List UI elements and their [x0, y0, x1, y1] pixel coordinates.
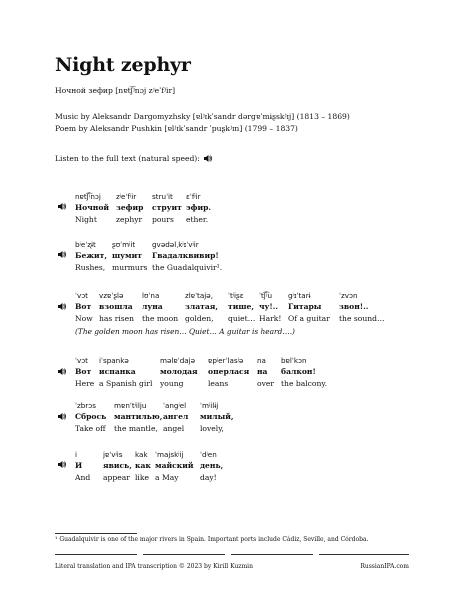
- footer-rule: [143, 554, 225, 555]
- word-cell: [99, 356, 152, 388]
- listen-label: Listen to the full text (natural speed):: [55, 154, 200, 163]
- russian-word: милый,: [200, 412, 234, 421]
- page-title: Night zephyr: [55, 54, 191, 76]
- english-gloss: a May: [155, 473, 179, 482]
- english-gloss: the moon: [142, 314, 179, 323]
- ipa-text: lʊˈna: [142, 291, 160, 300]
- speaker-icon[interactable]: [58, 368, 66, 375]
- speaker-icon[interactable]: [204, 155, 212, 162]
- word-cell: [142, 291, 178, 323]
- footer-copyright: Literal translation and IPA transcription © 2023 by Kirill Kuzmin: [55, 563, 253, 570]
- russian-word: Вот: [75, 302, 92, 311]
- english-gloss: And: [75, 473, 91, 482]
- ipa-text: zlɐˈtajə,: [185, 291, 213, 300]
- word-cell: [200, 401, 233, 433]
- word-cell: [75, 450, 90, 482]
- word-cell: [103, 450, 132, 482]
- english-gloss: young: [160, 379, 184, 388]
- ipa-text: zʲeˈfʲir: [116, 192, 137, 201]
- word-cell: [75, 401, 106, 433]
- russian-word: ангел: [163, 412, 189, 421]
- word-cell: [200, 450, 223, 482]
- ipa-text: ʂʊˈmʲit: [112, 240, 136, 249]
- russian-word: И: [75, 461, 83, 470]
- english-gloss: the Guadalquivir¹.: [152, 263, 223, 272]
- speaker-icon[interactable]: [58, 461, 66, 468]
- english-gloss: has risen: [99, 314, 135, 323]
- russian-word: зефир: [116, 203, 144, 212]
- russian-word: испанка: [99, 367, 136, 376]
- english-gloss: appear: [103, 473, 130, 482]
- word-cell: [135, 450, 151, 482]
- english-gloss: ether.: [186, 215, 209, 224]
- russian-word: звон!..: [339, 302, 369, 311]
- word-cell: [288, 291, 330, 323]
- word-cell: [75, 356, 94, 388]
- speaker-icon[interactable]: [58, 303, 66, 310]
- english-gloss: the sound…: [339, 314, 385, 323]
- word-cell: [114, 401, 162, 433]
- english-gloss: over: [257, 379, 274, 388]
- word-cell: [75, 240, 107, 272]
- english-gloss: the mantle,: [114, 424, 158, 433]
- word-cell: [185, 291, 218, 323]
- listen-line: [55, 154, 210, 163]
- ipa-text: na: [257, 356, 266, 365]
- russian-word: молодая: [160, 367, 198, 376]
- russian-word: луна: [142, 302, 163, 311]
- russian-word: Ночной: [75, 203, 110, 212]
- music-credit: Music by Aleksandr Dargomyzhsky [ɐlʲɪkˈsandr dərgɐˈmɨʂskʲɪj] (1813 – 1869): [55, 112, 350, 121]
- ipa-text: jɐˈvʲis: [103, 450, 123, 459]
- english-gloss: murmurs: [112, 263, 148, 272]
- russian-word: чу!..: [259, 302, 279, 311]
- footnote: ¹ Guadalquivir is one of the major rivers in Spain. Important ports include Cádiz, Seville, and Córdoba.: [55, 536, 369, 543]
- word-cell: [259, 291, 281, 323]
- ipa-text: ˈmʲilɨj: [200, 401, 219, 410]
- word-cell: [186, 192, 211, 224]
- english-gloss: like: [135, 473, 149, 482]
- ipa-text: gvədəlˌkʲɪˈvʲir: [152, 240, 199, 249]
- russian-word: оперлася: [208, 367, 250, 376]
- ipa-text: ˈmajskʲij: [155, 450, 184, 459]
- word-cell: [339, 291, 385, 323]
- ipa-text: iˈspankə: [99, 356, 129, 365]
- page-subtitle: Ночной зефир [nɐtʃ͡ʲnɔj zʲeˈfʲir]: [55, 86, 176, 95]
- english-gloss: angel: [163, 424, 185, 433]
- word-cell: [112, 240, 147, 272]
- english-gloss: Take off: [75, 424, 106, 433]
- ipa-text: gʲɪˈtarɨ: [288, 291, 311, 300]
- footer-rule: [231, 554, 313, 555]
- line-translation: (The golden moon has risen… Quiet… A guitar is heard….): [75, 327, 295, 336]
- russian-word: эфир.: [186, 203, 212, 212]
- russian-word: взошла: [99, 302, 133, 311]
- word-cell: [152, 192, 182, 224]
- english-gloss: lovely,: [200, 424, 224, 433]
- ipa-text: ˈzbrɔs: [75, 401, 96, 410]
- russian-word: Вот: [75, 367, 92, 376]
- speaker-icon[interactable]: [58, 203, 66, 210]
- ipa-text: nɐtʃ͡ʲnɔj: [75, 192, 101, 201]
- ipa-text: ɐpʲerˈlasʲə: [208, 356, 244, 365]
- word-cell: [75, 192, 109, 224]
- speaker-icon[interactable]: [58, 413, 66, 420]
- russian-word: струит: [152, 203, 182, 212]
- ipa-text: mɐnˈtʲilju: [114, 401, 147, 410]
- russian-word: на: [257, 367, 268, 376]
- russian-word: златая,: [185, 302, 219, 311]
- ipa-text: bɐlˈkɔn: [281, 356, 307, 365]
- russian-word: Сбрось: [75, 412, 107, 421]
- ipa-text: ˈzvɔn: [339, 291, 358, 300]
- english-gloss: Night: [75, 215, 97, 224]
- english-gloss: Of a guitar: [288, 314, 330, 323]
- russian-word: майский: [155, 461, 194, 470]
- english-gloss: Now: [75, 314, 93, 323]
- word-cell: [208, 356, 249, 388]
- russian-word: мантилью,: [114, 412, 163, 421]
- english-gloss: a Spanish girl: [99, 379, 153, 388]
- footer-rule: [319, 554, 409, 555]
- word-cell: [155, 450, 194, 482]
- russian-word: балкон!: [281, 367, 316, 376]
- ipa-text: ˈtʲiʂɛ: [228, 291, 244, 300]
- ipa-text: ˈdʲen: [200, 450, 217, 459]
- russian-word: как: [135, 461, 151, 470]
- word-cell: [116, 192, 143, 224]
- english-gloss: pours: [152, 215, 174, 224]
- ipa-text: ˈtʃ͡ʲu: [259, 291, 273, 300]
- footnote-divider: [55, 533, 137, 534]
- english-gloss: day!: [200, 473, 217, 482]
- russian-word: явись,: [103, 461, 132, 470]
- ipa-text: i: [75, 450, 77, 459]
- word-cell: [99, 291, 134, 323]
- ipa-text: bʲeˈʐɨt: [75, 240, 96, 249]
- english-gloss: zephyr: [116, 215, 143, 224]
- ipa-text: ɛˈfʲir: [186, 192, 201, 201]
- ipa-text: kak: [135, 450, 148, 459]
- english-gloss: leans: [208, 379, 229, 388]
- ipa-text: struˈit: [152, 192, 173, 201]
- english-gloss: golden,: [185, 314, 214, 323]
- english-gloss: Hark!: [259, 314, 282, 323]
- footer-site-link[interactable]: RussianIPA.com: [360, 563, 409, 570]
- english-gloss: Here: [75, 379, 95, 388]
- word-cell: [152, 240, 222, 272]
- ipa-text: ˈangʲel: [163, 401, 187, 410]
- word-cell: [281, 356, 327, 388]
- russian-word: день,: [200, 461, 224, 470]
- russian-word: тише,: [228, 302, 254, 311]
- ipa-text: ˈvɔt: [75, 291, 88, 300]
- word-cell: [163, 401, 188, 433]
- english-gloss: quiet…: [228, 314, 256, 323]
- russian-word: шумит: [112, 251, 142, 260]
- english-gloss: the balcony.: [281, 379, 328, 388]
- english-gloss: Rushes,: [75, 263, 106, 272]
- speaker-icon[interactable]: [58, 251, 66, 258]
- russian-word: Бежит,: [75, 251, 107, 260]
- word-cell: [75, 291, 93, 323]
- word-cell: [228, 291, 255, 323]
- ipa-text: məlɐˈdajə: [160, 356, 196, 365]
- ipa-text: vzɐˈʂlə: [99, 291, 124, 300]
- russian-word: Гитары: [288, 302, 322, 311]
- word-cell: [160, 356, 198, 388]
- word-cell: [257, 356, 274, 388]
- ipa-text: ˈvɔt: [75, 356, 88, 365]
- russian-word: Гвадалквивир!: [152, 251, 219, 260]
- poem-credit: Poem by Aleksandr Pushkin [ɐlʲɪkˈsandr ˈpuʂkʲɪn] (1799 – 1837): [55, 124, 298, 133]
- footer-rule: [55, 554, 137, 555]
